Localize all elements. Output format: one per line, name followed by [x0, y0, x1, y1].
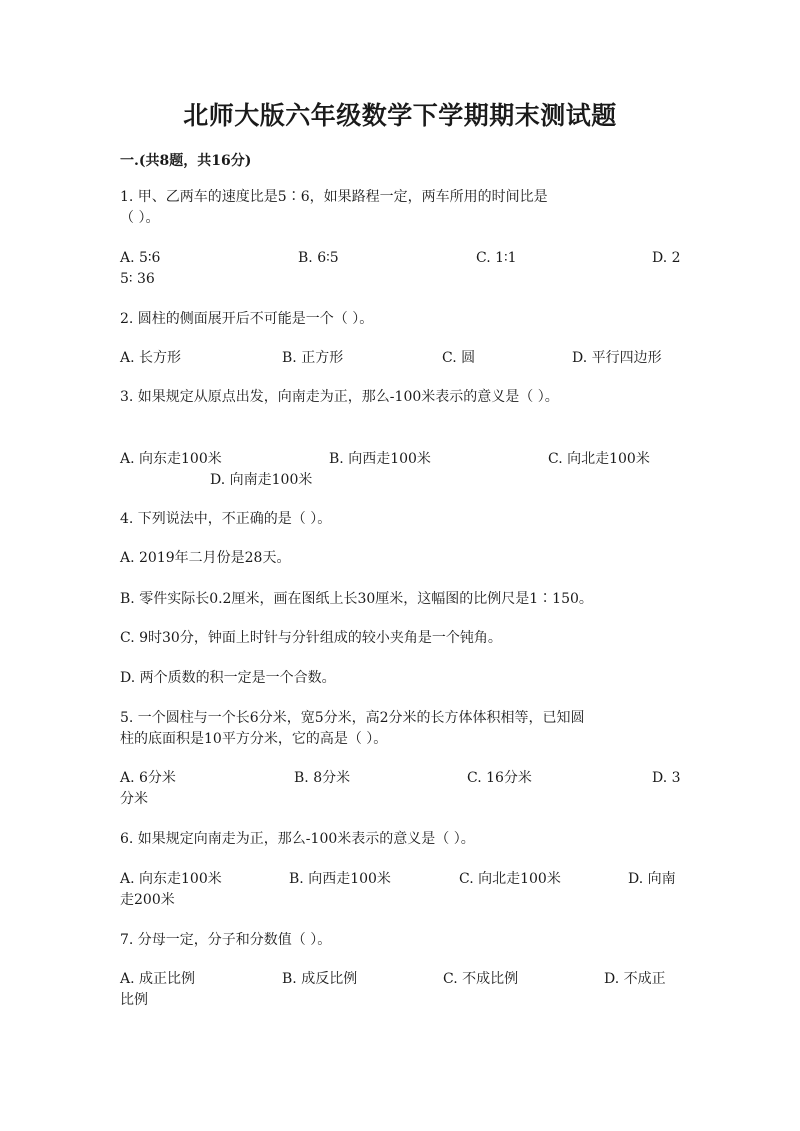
- question-5-text-line1: 5. 一个圆柱与一个长6分米，宽5分米，高2分米的长方体体积相等，已知圆: [120, 710, 585, 726]
- option-b: B. 6∶5: [298, 250, 339, 266]
- question-2-text: 2. 圆柱的侧面展开后不可能是一个（ ）。: [120, 311, 374, 327]
- question-7: [120, 930, 680, 951]
- option-d-continued: 分米: [120, 791, 148, 807]
- statement-a: A. 2019年二月份是28天。: [120, 550, 291, 566]
- question-1-text-line1: 1. 甲、乙两车的速度比是5∶6，如果路程一定，两车所用的时间比是: [120, 189, 548, 205]
- option-c: C. 1∶1: [476, 250, 517, 266]
- option-c: C. 圆: [442, 350, 476, 366]
- question-1: [120, 187, 680, 229]
- option-d: D. 3: [652, 770, 681, 786]
- option-d: D. 向南走100米: [210, 472, 313, 488]
- question-4-text: 4. 下列说法中，不正确的是（ ）。: [120, 511, 332, 527]
- option-b: B. 成反比例: [282, 971, 358, 987]
- option-a: A. 长方形: [120, 350, 182, 366]
- option-d: D. 平行四边形: [572, 350, 662, 366]
- question-3: [120, 387, 680, 408]
- question-6-text: 6. 如果规定向南走为正，那么-100米表示的意义是（ ）。: [120, 831, 475, 847]
- question-4: [120, 509, 680, 530]
- question-2: [120, 309, 680, 330]
- page-title: 北师大版六年级数学下学期期末测试题: [183, 101, 617, 130]
- option-d: D. 2: [652, 250, 681, 266]
- option-a: A. 向东走100米: [120, 451, 222, 467]
- question-6: [120, 829, 680, 850]
- option-c: C. 不成比例: [443, 971, 519, 987]
- question-3-text: 3. 如果规定从原点出发，向南走为正，那么-100米表示的意义是（ ）。: [120, 389, 559, 405]
- option-b: B. 8分米: [294, 770, 351, 786]
- option-a: A. 成正比例: [120, 971, 196, 987]
- question-5-text-line2: 柱的底面积是10平方分米，它的高是（ ）。: [120, 731, 388, 747]
- option-c: C. 16分米: [467, 770, 532, 786]
- option-b: B. 向西走100米: [329, 451, 431, 467]
- section-header: 一.(共8题，共16分): [120, 153, 252, 169]
- question-5: [120, 708, 680, 750]
- statement-d: D. 两个质数的积一定是一个合数。: [120, 670, 336, 686]
- option-b: B. 正方形: [282, 350, 344, 366]
- option-d-continued: 走200米: [120, 892, 175, 908]
- option-d: D. 向南: [628, 871, 676, 887]
- option-d-continued: 5∶ 36: [120, 271, 155, 287]
- option-b: B. 向西走100米: [289, 871, 391, 887]
- question-1-text-line2: （ ）。: [120, 210, 160, 226]
- option-d: D. 不成正: [604, 971, 666, 987]
- option-a: A. 向东走100米: [120, 871, 222, 887]
- option-a: A. 6分米: [120, 770, 176, 786]
- statement-b: B. 零件实际长0.2厘米，画在图纸上长30厘米，这幅图的比例尺是1∶150。: [120, 591, 593, 607]
- option-c: C. 向北走100米: [459, 871, 561, 887]
- option-d-continued: 比例: [120, 992, 148, 1008]
- option-c: C. 向北走100米: [548, 451, 650, 467]
- statement-c: C. 9时30分，钟面上时针与分针组成的较小夹角是一个钝角。: [120, 630, 502, 646]
- question-7-text: 7. 分母一定，分子和分数值（ ）。: [120, 932, 332, 948]
- option-a: A. 5∶6: [120, 250, 161, 266]
